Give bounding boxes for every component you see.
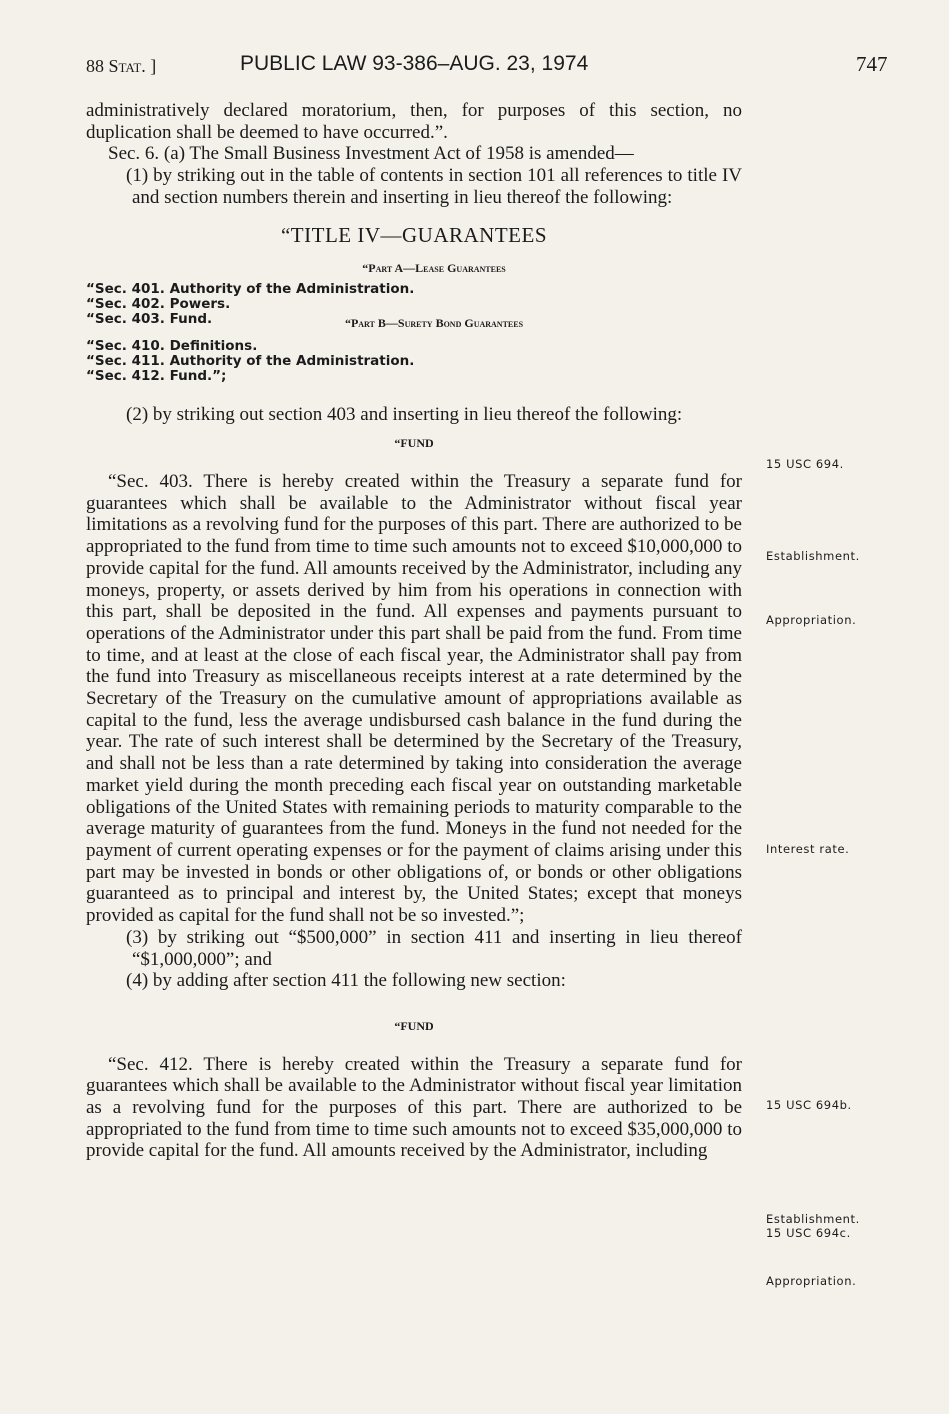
margin-note-interest-rate: Interest rate. [766, 842, 850, 856]
toc-line: “Sec. 403. Fund. [86, 310, 213, 327]
fund-heading-403: “FUND [394, 436, 434, 451]
statute-reference: 88 Stat. ] [86, 56, 157, 76]
paragraph-moratorium: administratively declared moratorium, then, for purposes of this section, no duplication shall be deemed to have occurred.”. [86, 100, 742, 143]
margin-note-usc-694: 15 USC 694. [766, 457, 844, 471]
toc-line: “Sec. 402. Powers. [86, 295, 231, 312]
margin-note-usc-694c: 15 USC 694c. [766, 1226, 851, 1240]
section-6-intro: Sec. 6. (a) The Small Business Investment Act of 1958 is amended— [108, 143, 634, 165]
clause-1: (1) by striking out in the table of contents in section 101 all references to title IV and section numbers therein and inserting in lieu thereof the following: [126, 165, 742, 208]
section-403-text: “Sec. 403. There is hereby created within the Treasury a separate fund for guarantees which shall be available to the Administrator without fiscal year limitations as a revolving fund for the purposes of this part. There are authorized to be appropriated to the fund from time to time such amounts not to exceed $10,000,000 to provide capital for the fund. All amounts received by the Administrator, including any moneys, property, or assets derived by him from his operations in connection with this part, shall be deposited in the fund. All expenses and payments pursuant to operations of the Administrator under this part shall be paid from the fund. From time to time, and at least at the close of each fiscal year, the Administrator shall pay from the fund into Treasury as miscellaneous receipts interest at a rate determined by the Secretary of the Treasury on the cumulative amount of appropriations available as capital to the fund, less the average undisbursed cash balance in the fund during the year. The rate of such interest shall be determined by the Secretary of the Treasury, and shall not be less than a rate determined by taking into consideration the average market yield during the month preceding each fiscal year on outstanding marketable obligations of the United States with remaining periods to maturity comparable to the average maturity of guarantees from the fund. Moneys in the fund not needed for the payment of current operating expenses or for the payment of claims arising under this part may be invested in bonds or other obligations of, or bonds or other obligations guaranteed as to principal and interest by, the United States; except that moneys provided as capital for the fund shall not be so invested.”; [86, 471, 742, 927]
fund-heading-412: “FUND [394, 1018, 434, 1033]
title-iv-heading: “TITLE IV—GUARANTEES [280, 222, 548, 247]
page-body [86, 100, 742, 1162]
page-number: 747 [856, 52, 888, 76]
clause-3: (3) by striking out “$500,000” in section 411 and inserting in lieu thereof “$1,000,000”; and [126, 926, 742, 970]
margin-note-appropriation: Appropriation. [766, 613, 857, 627]
clause-4: (4) by adding after section 411 the following new section: [126, 970, 566, 992]
toc-line: “Sec. 410. Definitions. [86, 337, 258, 354]
toc-line: “Sec. 412. Fund.”; [86, 367, 227, 384]
toc-line: “Sec. 411. Authority of the Administration. [86, 352, 415, 369]
page-header [0, 52, 949, 82]
margin-note-establishment: Establishment. [766, 549, 860, 563]
margin-note-usc-694b: 15 USC 694b. [766, 1098, 852, 1112]
section-412-text: “Sec. 412. There is hereby created within the Treasury a separate fund for guarantees which shall be available to the Administrator without fiscal year limitation as a revolving fund for the purposes of this part. There are authorized to be appropriated to the fund from time to time such amounts not to exceed $35,000,000 to provide capital for the fund. All amounts received by the Administrator, including [86, 1053, 742, 1162]
part-b-heading: “Part B—Surety Bond Guarantees [344, 315, 524, 330]
margin-note-establishment: Establishment. [766, 1212, 860, 1226]
margin-note-appropriation: Appropriation. [766, 1274, 857, 1288]
clause-2: (2) by striking out section 403 and inserting in lieu thereof the following: [126, 403, 683, 425]
toc-line: “Sec. 401. Authority of the Administration. [86, 280, 415, 297]
law-title: PUBLIC LAW 93-386–AUG. 23, 1974 [240, 52, 589, 75]
part-a-heading: “Part A—Lease Guarantees [362, 261, 506, 276]
